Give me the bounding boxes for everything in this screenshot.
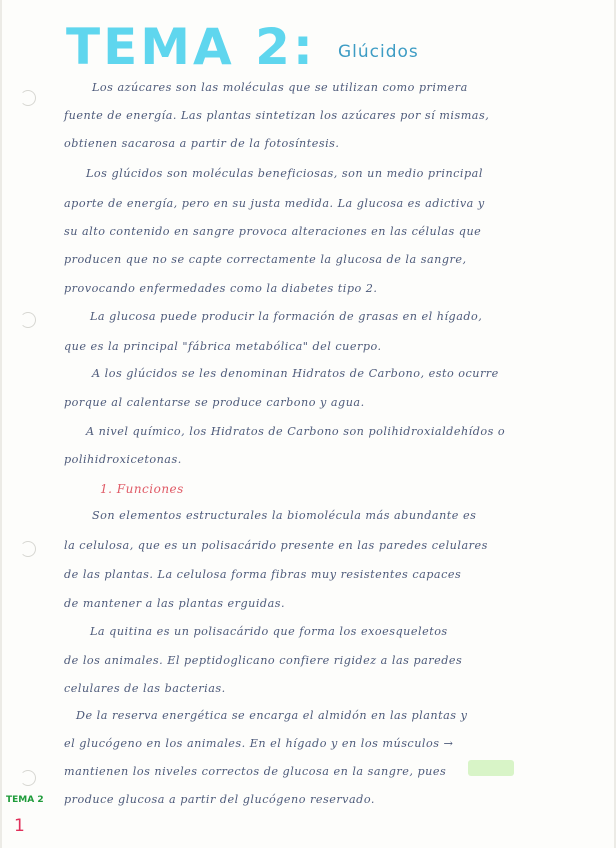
text-line: Son elementos estructurales la biomolécula más abundante es [92,509,477,522]
text-line: La glucosa puede producir la formación de grasas en el hígado, [90,310,483,323]
text-line: mantienen los niveles correctos de glucosa en la sangre, pues [64,765,447,778]
text-line: De la reserva energética se encarga el almidón en las plantas y [76,709,468,722]
text-line: de mantener a las plantas erguidas. [64,597,286,610]
text-line: su alto contenido en sangre provoca alteraciones en las células que [64,225,482,238]
text-line: porque al calentarse se produce carbono y agua. [64,396,365,409]
text-line: fuente de energía. Las plantas sintetizan los azúcares por sí mismas, [64,109,490,122]
text-line: A los glúcidos se les denominan Hidratos de Carbono, esto ocurre [92,367,499,380]
text-line: A nivel químico, los Hidratos de Carbono son polihidroxialdehídos o [86,425,506,438]
section-heading: 1. Funciones [100,482,184,496]
page-subtitle: Glúcidos [338,42,419,62]
text-line: celulares de las bacterias. [64,682,226,695]
text-line: Los azúcares son las moléculas que se utilizan como primera [92,81,468,94]
text-line: que es la principal "fábrica metabólica" del cuerpo. [64,340,382,353]
text-line: polihidroxicetonas. [64,453,182,466]
text-line: producen que no se capte correctamente la glucosa de la sangre, [64,253,467,266]
text-line: de las plantas. La celulosa forma fibras muy resistentes capaces [64,568,462,581]
text-line: obtienen sacarosa a partir de la fotosíntesis. [64,137,340,150]
text-line: la celulosa, que es un polisacárido presente en las paredes celulares [64,539,488,552]
page-title: TEMA 2: [66,18,316,76]
text-line: aporte de energía, pero en su justa medida. La glucosa es adictiva y [64,197,485,210]
topic-tag: TEMA 2 [6,795,44,805]
text-line: produce glucosa a partir del glucógeno reservado. [64,793,375,806]
text-line: Los glúcidos son moléculas beneficiosas, son un medio principal [86,167,483,180]
text-line: el glucógeno en los animales. En el hígado y en los músculos → [64,737,454,750]
text-line: de los animales. El peptidoglicano confiere rigidez a las paredes [64,654,463,667]
page-number: 1 [14,816,25,836]
text-line: La quitina es un polisacárido que forma los exoesqueletos [90,625,448,638]
text-line: provocando enfermedades como la diabetes tipo 2. [64,282,378,295]
